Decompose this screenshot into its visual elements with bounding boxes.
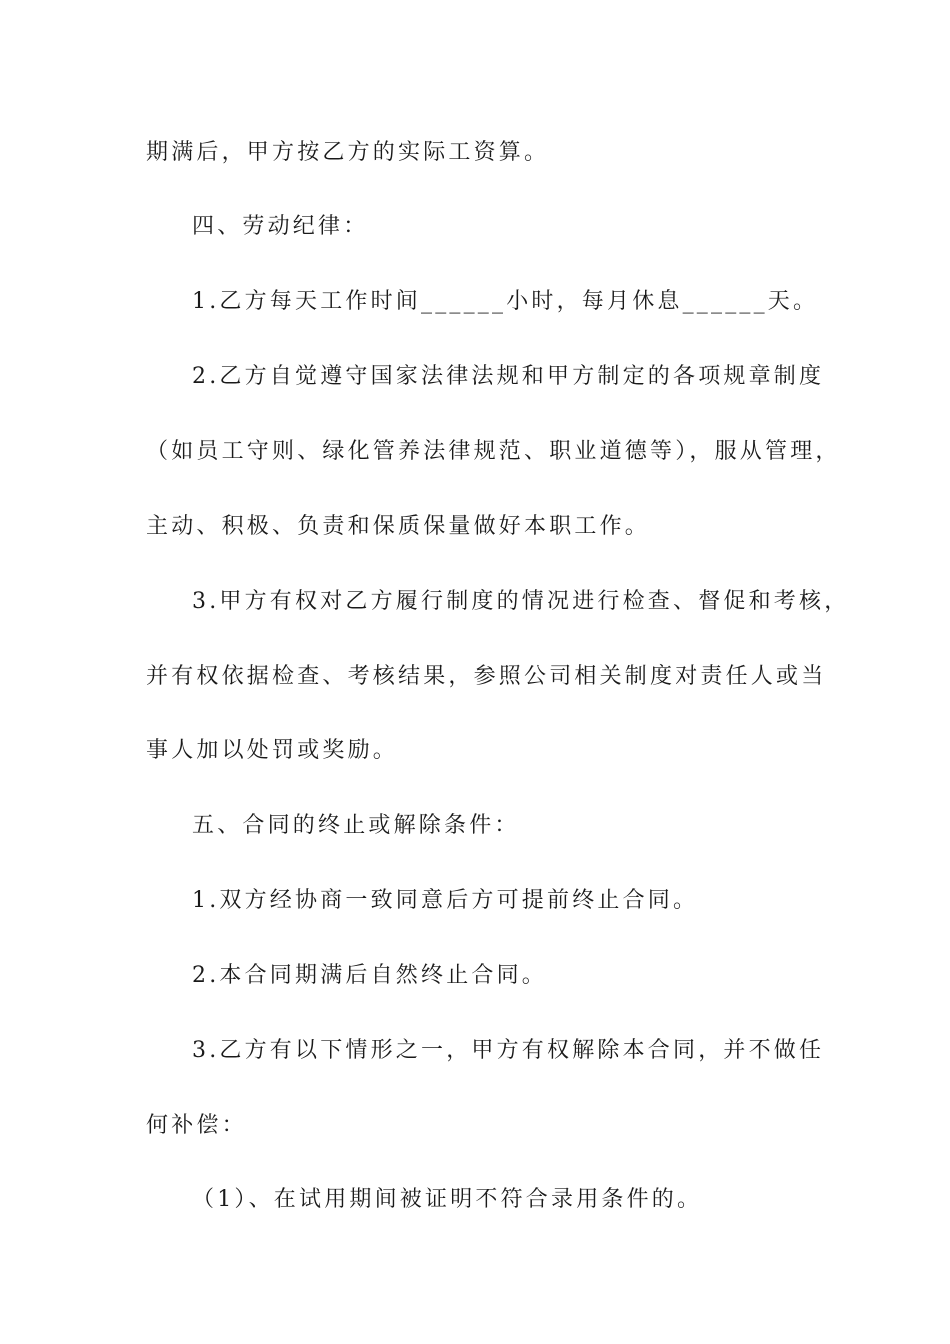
clause-work-hours: 1.乙方每天工作时间______小时，每月休息______天。 bbox=[192, 289, 819, 314]
section-heading-termination: 五、合同的终止或解除条件： bbox=[192, 813, 520, 838]
clause-inspection-line-2: 并有权依据检查、考核结果，参照公司相关制度对责任人或当 bbox=[146, 664, 827, 689]
clause-rules-line-3: 主动、积极、负责和保质保量做好本职工作。 bbox=[146, 514, 651, 539]
clause-inspection-line-3: 事人加以处罚或奖励。 bbox=[146, 738, 399, 763]
section-heading-labor-discipline: 四、劳动纪律： bbox=[192, 214, 369, 239]
paragraph-line: 期满后，甲方按乙方的实际工资算。 bbox=[146, 140, 550, 165]
clause-rules-line-2: （如员工守则、绿化管养法律规范、职业道德等），服从管理， bbox=[146, 439, 841, 464]
clause-dismissal-line-2: 何补偿： bbox=[146, 1113, 247, 1138]
clause-inspection-line-1: 3.甲方有权对乙方履行制度的情况进行检查、督促和考核， bbox=[192, 589, 850, 614]
clause-natural-termination: 2.本合同期满后自然终止合同。 bbox=[192, 963, 547, 988]
clause-rules-line-1: 2.乙方自觉遵守国家法律法规和甲方制定的各项规章制度 bbox=[192, 364, 825, 389]
clause-mutual-termination: 1.双方经协商一致同意后方可提前终止合同。 bbox=[192, 888, 699, 913]
clause-dismissal-line-1: 3.乙方有以下情形之一，甲方有权解除本合同，并不做任 bbox=[192, 1038, 825, 1063]
sub-clause-probation: （1）、在试用期间被证明不符合录用条件的。 bbox=[192, 1187, 703, 1212]
